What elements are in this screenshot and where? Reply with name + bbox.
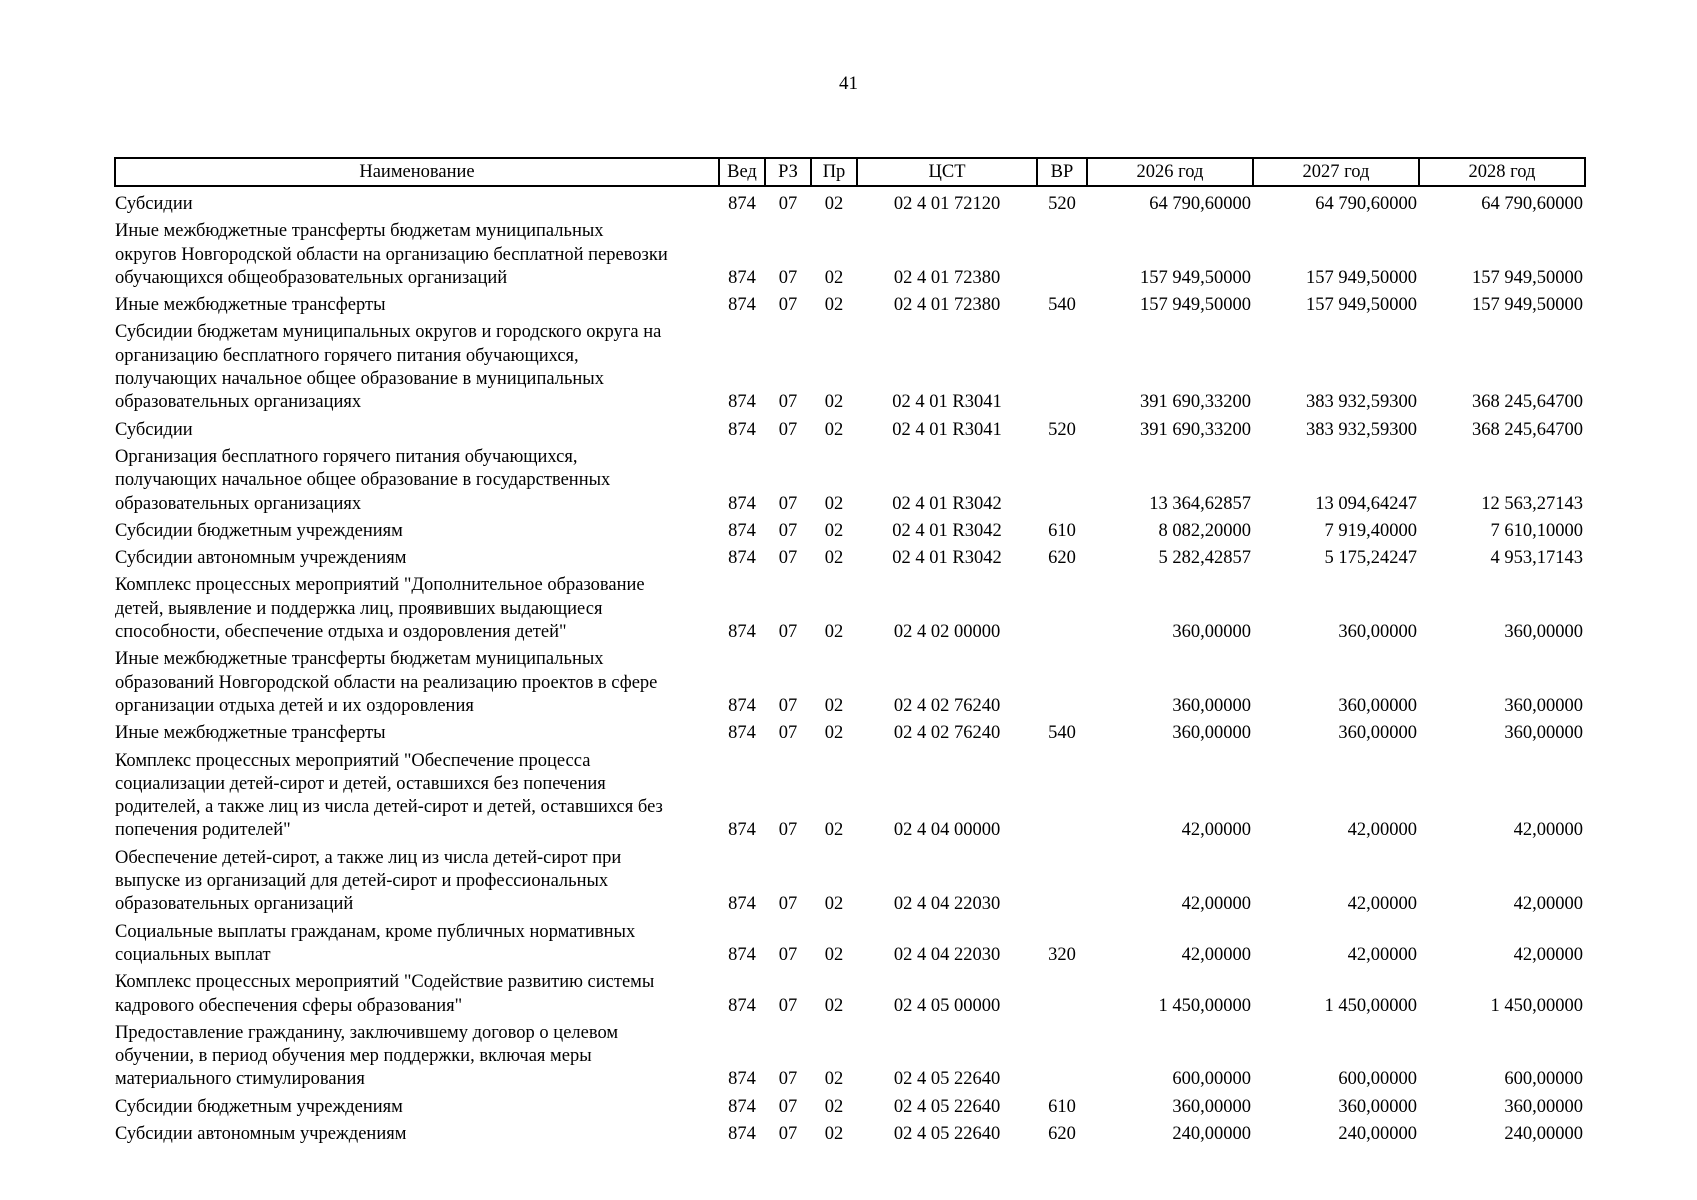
row-name-cell: Иные межбюджетные трансферты бюджетам муниципальных образований Новгородской области на реализацию проектов в сфере организации отдыха детей и их оздоровления — [115, 649, 658, 716]
row-2028-cell: 360,00000 — [1504, 695, 1583, 716]
row-pr-cell: 02 — [824, 392, 844, 413]
row-rz-cell: 07 — [778, 1096, 798, 1117]
row-2026-cell: 240,00000 — [1172, 1123, 1251, 1144]
row-rz-cell: 07 — [778, 392, 798, 413]
row-name-cell: Организация бесплатного горячего питания обучающихся, получающих начальное общее образование в государственных образовательных организациях — [115, 446, 611, 514]
row-2027-cell: 383 932,59300 — [1306, 392, 1417, 413]
row-2028-cell: 12 563,27143 — [1481, 493, 1583, 514]
row-2026-cell: 360,00000 — [1172, 1096, 1251, 1117]
row-2026-cell: 8 082,20000 — [1158, 520, 1251, 541]
table-header-row — [115, 158, 1585, 186]
row-rz-cell: 07 — [778, 622, 798, 643]
table-row — [115, 216, 1585, 290]
row-pr-cell: 02 — [824, 723, 844, 744]
table-row — [115, 917, 1585, 968]
row-name-cell: Субсидии — [115, 419, 193, 440]
row-rz-cell: 07 — [778, 493, 798, 514]
row-vr-cell — [1037, 442, 1087, 516]
row-ved-cell: 874 — [728, 419, 756, 440]
row-cst-cell: 02 4 01 72120 — [893, 194, 1001, 214]
row-pr-cell: 02 — [824, 419, 844, 440]
table-row — [115, 1092, 1585, 1119]
row-2027-cell: 600,00000 — [1338, 1069, 1417, 1090]
row-vr-cell: 610 — [1048, 1096, 1076, 1117]
row-cst-cell: 02 4 04 22030 — [893, 944, 1001, 965]
row-vr-cell: 620 — [1048, 548, 1076, 569]
row-ved-cell: 874 — [728, 1069, 756, 1090]
row-2027-cell: 42,00000 — [1347, 944, 1417, 965]
row-name-cell: Комплекс процессных мероприятий "Обеспечение процесса социализации детей-сирот и детей, оставшихся без попечения родителей, а также лиц из числа детей-сирот и детей, оставшихся без попечения родителей" — [115, 750, 663, 841]
row-vr-cell — [1037, 216, 1087, 290]
table-row — [115, 1018, 1585, 1092]
row-vr-cell — [1037, 967, 1087, 1018]
row-2027-cell: 240,00000 — [1338, 1123, 1417, 1144]
row-2028-cell: 1 450,00000 — [1490, 995, 1583, 1016]
row-rz-cell: 07 — [778, 419, 798, 440]
row-vr-cell: 540 — [1048, 723, 1076, 744]
row-ved-cell: 874 — [728, 695, 756, 716]
row-2027-cell: 383 932,59300 — [1306, 419, 1417, 440]
row-2027-cell: 1 450,00000 — [1324, 995, 1417, 1016]
table-row — [115, 516, 1585, 543]
row-rz-cell: 07 — [778, 267, 798, 288]
row-name-cell: Обеспечение детей-сирот, а также лиц из числа детей-сирот при выпуске из организаций для детей-сирот и профессиональных образовательных организаций — [115, 847, 622, 915]
row-2028-cell: 42,00000 — [1513, 894, 1583, 915]
row-ved-cell: 874 — [728, 520, 756, 541]
row-pr-cell: 02 — [824, 1096, 844, 1117]
row-2028-cell: 360,00000 — [1504, 723, 1583, 744]
table-row — [115, 1119, 1585, 1146]
row-ved-cell: 874 — [728, 194, 756, 214]
row-name-cell: Субсидии автономным учреждениям — [115, 548, 407, 569]
row-rz-cell: 07 — [778, 820, 798, 841]
row-cst-cell: 02 4 05 22640 — [893, 1096, 1001, 1117]
table-row — [115, 746, 1585, 843]
row-cst-cell: 02 4 05 00000 — [893, 995, 1001, 1016]
row-rz-cell: 07 — [778, 1069, 798, 1090]
row-2026-cell: 360,00000 — [1172, 695, 1251, 716]
row-2026-cell: 42,00000 — [1181, 944, 1251, 965]
row-2028-cell: 368 245,64700 — [1472, 419, 1583, 440]
row-ved-cell: 874 — [728, 295, 756, 316]
row-2028-cell: 368 245,64700 — [1472, 392, 1583, 413]
row-pr-cell: 02 — [824, 622, 844, 643]
row-cst-cell: 02 4 05 22640 — [893, 1069, 1001, 1090]
row-rz-cell: 07 — [778, 894, 798, 915]
table-row — [115, 543, 1585, 570]
row-2026-cell: 1 450,00000 — [1158, 995, 1251, 1016]
row-name-cell: Иные межбюджетные трансферты — [115, 723, 386, 744]
row-cst-cell: 02 4 01 R3041 — [892, 392, 1002, 413]
row-2028-cell: 7 610,10000 — [1490, 520, 1583, 541]
row-2027-cell: 157 949,50000 — [1306, 267, 1417, 288]
row-pr-cell: 02 — [824, 295, 844, 316]
row-2028-cell: 42,00000 — [1513, 944, 1583, 965]
row-pr-cell: 02 — [824, 944, 844, 965]
row-vr-cell: 610 — [1048, 520, 1076, 541]
table-row — [115, 644, 1585, 718]
row-2026-cell: 157 949,50000 — [1140, 267, 1251, 288]
table-row — [115, 317, 1585, 414]
row-vr-cell — [1037, 644, 1087, 718]
row-2026-cell: 391 690,33200 — [1140, 392, 1251, 413]
table-row — [115, 186, 1585, 216]
row-name-cell: Социальные выплаты гражданам, кроме публичных нормативных социальных выплат — [115, 921, 636, 965]
row-ved-cell: 874 — [728, 548, 756, 569]
row-cst-cell: 02 4 01 72380 — [893, 295, 1001, 316]
row-2026-cell: 5 282,42857 — [1158, 548, 1251, 569]
row-ved-cell: 874 — [728, 820, 756, 841]
row-vr-cell: 520 — [1048, 419, 1076, 440]
row-rz-cell: 07 — [778, 995, 798, 1016]
table-row — [115, 718, 1585, 745]
row-pr-cell: 02 — [824, 520, 844, 541]
row-cst-cell: 02 4 02 00000 — [893, 622, 1001, 643]
row-name-cell: Субсидии автономным учреждениям — [115, 1123, 407, 1144]
header-ved: Вед — [719, 158, 765, 186]
row-cst-cell: 02 4 05 22640 — [893, 1123, 1001, 1144]
row-2026-cell: 360,00000 — [1172, 723, 1251, 744]
row-2027-cell: 42,00000 — [1347, 820, 1417, 841]
row-2028-cell: 600,00000 — [1504, 1069, 1583, 1090]
row-2027-cell: 360,00000 — [1338, 1096, 1417, 1117]
row-vr-cell: 540 — [1048, 295, 1076, 316]
row-2028-cell: 157 949,50000 — [1472, 295, 1583, 316]
row-2027-cell: 7 919,40000 — [1324, 520, 1417, 541]
budget-table — [114, 157, 1586, 1146]
table-row — [115, 570, 1585, 644]
row-ved-cell: 874 — [728, 1096, 756, 1117]
row-2027-cell: 157 949,50000 — [1306, 295, 1417, 316]
row-2027-cell: 42,00000 — [1347, 894, 1417, 915]
row-rz-cell: 07 — [778, 695, 798, 716]
row-ved-cell: 874 — [728, 1123, 756, 1144]
row-pr-cell: 02 — [824, 1123, 844, 1144]
page-number: 41 — [839, 73, 858, 94]
row-pr-cell: 02 — [824, 820, 844, 841]
row-pr-cell: 02 — [824, 894, 844, 915]
row-ved-cell: 874 — [728, 493, 756, 514]
row-pr-cell: 02 — [824, 493, 844, 514]
row-2026-cell: 13 364,62857 — [1149, 493, 1251, 514]
row-rz-cell: 07 — [778, 194, 798, 214]
row-2027-cell: 5 175,24247 — [1324, 548, 1417, 569]
row-rz-cell: 07 — [778, 548, 798, 569]
row-cst-cell: 02 4 01 R3042 — [892, 520, 1002, 541]
row-rz-cell: 07 — [778, 723, 798, 744]
row-name-cell: Субсидии бюджетам муниципальных округов и городского округа на организацию бесплатного горячего питания обучающихся, получающих начальное общее образование в муниципальных образовательных организациях — [115, 322, 662, 413]
table-row — [115, 415, 1585, 442]
row-2026-cell: 600,00000 — [1172, 1069, 1251, 1090]
row-ved-cell: 874 — [728, 995, 756, 1016]
row-name-cell: Субсидии бюджетным учреждениям — [115, 520, 403, 541]
header-name: Наименование — [115, 158, 719, 186]
row-ved-cell: 874 — [728, 723, 756, 744]
row-2027-cell: 64 790,60000 — [1315, 194, 1417, 214]
row-ved-cell: 874 — [728, 267, 756, 288]
row-2027-cell: 360,00000 — [1338, 723, 1417, 744]
header-2028: 2028 год — [1419, 158, 1585, 186]
row-vr-cell: 520 — [1048, 194, 1076, 214]
header-2027: 2027 год — [1253, 158, 1419, 186]
row-2028-cell: 42,00000 — [1513, 820, 1583, 841]
row-2027-cell: 360,00000 — [1338, 622, 1417, 643]
row-2028-cell: 157 949,50000 — [1472, 267, 1583, 288]
row-pr-cell: 02 — [824, 267, 844, 288]
row-cst-cell: 02 4 02 76240 — [893, 695, 1001, 716]
row-vr-cell — [1037, 570, 1087, 644]
row-ved-cell: 874 — [728, 392, 756, 413]
row-2026-cell: 42,00000 — [1181, 894, 1251, 915]
row-2027-cell: 360,00000 — [1338, 695, 1417, 716]
row-pr-cell: 02 — [824, 695, 844, 716]
row-cst-cell: 02 4 01 R3042 — [892, 548, 1002, 569]
table-body — [115, 186, 1585, 1146]
row-name-cell: Комплекс процессных мероприятий "Содействие развитию системы кадрового обеспечения сферы образования" — [115, 972, 655, 1016]
row-2028-cell: 360,00000 — [1504, 622, 1583, 643]
row-name-cell: Субсидии — [115, 194, 193, 214]
row-rz-cell: 07 — [778, 1123, 798, 1144]
row-2026-cell: 360,00000 — [1172, 622, 1251, 643]
header-2026: 2026 год — [1087, 158, 1253, 186]
row-name-cell: Субсидии бюджетным учреждениям — [115, 1096, 403, 1117]
table-row — [115, 442, 1585, 516]
row-rz-cell: 07 — [778, 520, 798, 541]
row-pr-cell: 02 — [824, 1069, 844, 1090]
row-ved-cell: 874 — [728, 622, 756, 643]
row-2026-cell: 391 690,33200 — [1140, 419, 1251, 440]
row-name-cell: Иные межбюджетные трансферты — [115, 295, 386, 316]
row-rz-cell: 07 — [778, 944, 798, 965]
row-pr-cell: 02 — [824, 995, 844, 1016]
row-2028-cell: 64 790,60000 — [1481, 194, 1583, 214]
row-2028-cell: 240,00000 — [1504, 1123, 1583, 1144]
row-cst-cell: 02 4 04 22030 — [893, 894, 1001, 915]
row-cst-cell: 02 4 04 00000 — [893, 820, 1001, 841]
header-cst: ЦСТ — [857, 158, 1037, 186]
row-pr-cell: 02 — [824, 194, 844, 214]
row-ved-cell: 874 — [728, 894, 756, 915]
row-vr-cell — [1037, 1018, 1087, 1092]
row-2026-cell: 64 790,60000 — [1149, 194, 1251, 214]
row-name-cell: Предоставление гражданину, заключившему договор о целевом обучении, в период обучения мер поддержки, включая меры материального стимулирования — [115, 1022, 619, 1090]
row-vr-cell: 320 — [1048, 944, 1076, 965]
table-row — [115, 290, 1585, 317]
table-row — [115, 843, 1585, 917]
row-cst-cell: 02 4 01 R3042 — [892, 493, 1002, 514]
row-ved-cell: 874 — [728, 944, 756, 965]
row-name-cell: Иные межбюджетные трансферты бюджетам муниципальных округов Новгородской области на организацию бесплатной перевозки обучающихся общеобразовательных организаций — [115, 221, 668, 288]
row-2028-cell: 4 953,17143 — [1490, 548, 1583, 569]
row-cst-cell: 02 4 01 72380 — [893, 267, 1001, 288]
header-pr: Пр — [811, 158, 857, 186]
table-row — [115, 967, 1585, 1018]
row-2028-cell: 360,00000 — [1504, 1096, 1583, 1117]
row-2027-cell: 13 094,64247 — [1315, 493, 1417, 514]
row-vr-cell — [1037, 843, 1087, 917]
row-2026-cell: 42,00000 — [1181, 820, 1251, 841]
row-pr-cell: 02 — [824, 548, 844, 569]
row-cst-cell: 02 4 02 76240 — [893, 723, 1001, 744]
header-rz: РЗ — [765, 158, 811, 186]
row-name-cell: Комплекс процессных мероприятий "Дополнительное образование детей, выявление и поддержка лиц, проявивших выдающиеся способности, обеспечение отдыха и оздоровления детей" — [115, 575, 645, 643]
row-vr-cell: 620 — [1048, 1123, 1076, 1144]
row-vr-cell — [1037, 746, 1087, 843]
row-vr-cell — [1037, 317, 1087, 414]
row-cst-cell: 02 4 01 R3041 — [892, 419, 1002, 440]
header-vr: ВР — [1037, 158, 1087, 186]
row-2026-cell: 157 949,50000 — [1140, 295, 1251, 316]
row-rz-cell: 07 — [778, 295, 798, 316]
